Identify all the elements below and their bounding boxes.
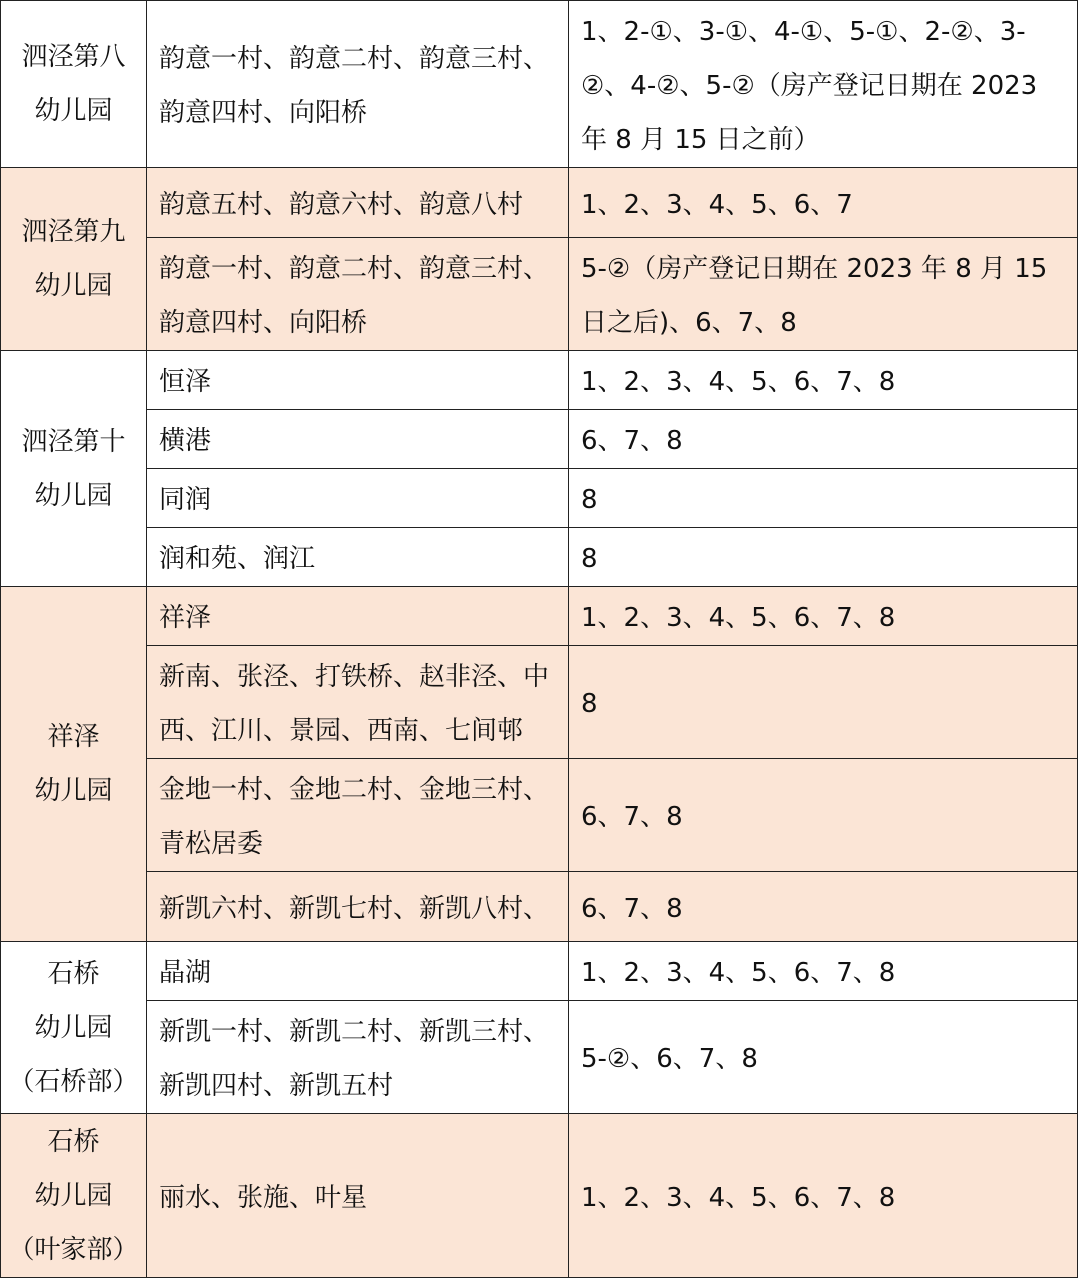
table-row (1, 646, 1078, 759)
table-row (1, 1114, 1078, 1278)
admission-order: 1、2、3、4、5、6、7 (569, 168, 1078, 238)
residential-area: 丽水、张施、叶星 (147, 1114, 569, 1278)
admission-order: 8 (569, 528, 1078, 587)
admission-order: 6、7、8 (569, 410, 1078, 469)
table-row (1, 872, 1078, 942)
residential-area: 韵意一村、韵意二村、韵意三村、韵意四村、向阳桥 (147, 1, 569, 168)
residential-area: 同润 (147, 469, 569, 528)
admission-order: 1、2、3、4、5、6、7、8 (569, 942, 1078, 1001)
table-row (1, 238, 1078, 351)
kindergarten-name: 祥泽 幼儿园 (1, 587, 147, 942)
table-row (1, 351, 1078, 410)
admission-order: 1、2-①、3-①、4-①、5-①、2-②、3-②、4-②、5-②（房产登记日期在 2023 年 8 月 15 日之前） (569, 1, 1078, 168)
residential-area: 横港 (147, 410, 569, 469)
table-row (1, 1, 1078, 168)
kindergarten-name: 泗泾第十 幼儿园 (1, 351, 147, 587)
admission-order: 5-②（房产登记日期在 2023 年 8 月 15 日之后)、6、7、8 (569, 238, 1078, 351)
residential-area: 新南、张泾、打铁桥、赵非泾、中西、江川、景园、西南、七间邨 (147, 646, 569, 759)
residential-area: 晶湖 (147, 942, 569, 1001)
kindergarten-name: 泗泾第八 幼儿园 (1, 1, 147, 168)
admission-order: 8 (569, 469, 1078, 528)
kindergarten-name: 石桥 幼儿园 （石桥部） (1, 942, 147, 1114)
table-row (1, 168, 1078, 238)
kindergarten-name: 石桥 幼儿园 （叶家部） (1, 1114, 147, 1278)
admission-order: 1、2、3、4、5、6、7、8 (569, 587, 1078, 646)
residential-area: 新凯一村、新凯二村、新凯三村、新凯四村、新凯五村 (147, 1001, 569, 1114)
table-row (1, 410, 1078, 469)
residential-area: 韵意五村、韵意六村、韵意八村 (147, 168, 569, 238)
table-row (1, 528, 1078, 587)
table-row (1, 942, 1078, 1001)
admission-order: 8 (569, 646, 1078, 759)
residential-area: 恒泽 (147, 351, 569, 410)
table-row (1, 469, 1078, 528)
table-row (1, 1001, 1078, 1114)
admission-order: 6、7、8 (569, 759, 1078, 872)
residential-area: 新凯六村、新凯七村、新凯八村、 (147, 872, 569, 942)
admission-order: 1、2、3、4、5、6、7、8 (569, 1114, 1078, 1278)
admission-order: 5-②、6、7、8 (569, 1001, 1078, 1114)
admission-order: 1、2、3、4、5、6、7、8 (569, 351, 1078, 410)
residential-area: 祥泽 (147, 587, 569, 646)
residential-area: 金地一村、金地二村、金地三村、青松居委 (147, 759, 569, 872)
residential-area: 润和苑、润江 (147, 528, 569, 587)
table-body (1, 1, 1078, 1278)
table-row (1, 587, 1078, 646)
admission-order: 6、7、8 (569, 872, 1078, 942)
table-row (1, 759, 1078, 872)
residential-area: 韵意一村、韵意二村、韵意三村、韵意四村、向阳桥 (147, 238, 569, 351)
kindergarten-name: 泗泾第九 幼儿园 (1, 168, 147, 351)
